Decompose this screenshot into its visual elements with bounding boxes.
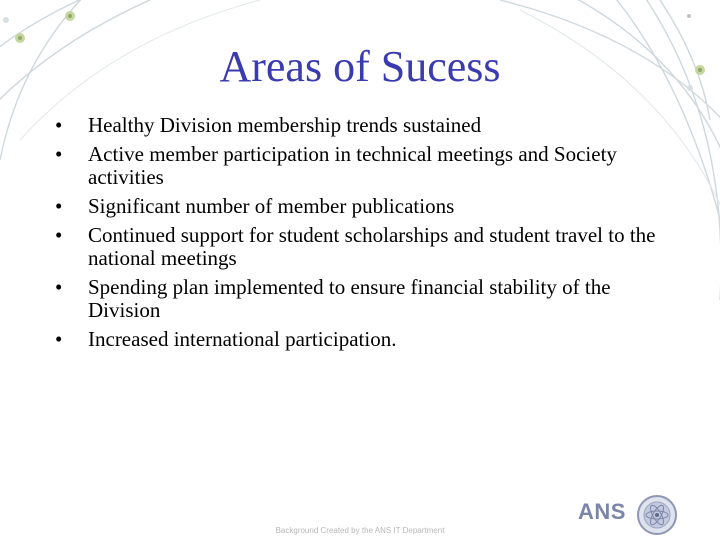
bullet-glyph: • [55, 223, 63, 247]
bullet-item [55, 143, 665, 189]
bullet-text: Significant number of member publications [88, 194, 455, 218]
ans-logo [574, 494, 686, 536]
bullet-text: Active member participation in technical meetings and Society activities [88, 142, 617, 189]
bullet-text: Continued support for student scholarships and student travel to the national meetings [88, 223, 656, 270]
bullet-item [55, 276, 665, 322]
background-credit: Background Created by the ANS IT Department [275, 526, 445, 535]
slide-title: Areas of Sucess [219, 42, 501, 91]
bullet-text: Increased international participation. [88, 327, 397, 351]
bullet-list [55, 114, 665, 357]
bullet-glyph: • [55, 194, 63, 218]
bullet-item [55, 328, 665, 351]
bullet-glyph: • [55, 113, 63, 137]
bullet-glyph: • [55, 327, 63, 351]
logo-text: ANS [578, 499, 626, 524]
bullet-text: Healthy Division membership trends sustained [88, 113, 482, 137]
bullet-item [55, 224, 665, 270]
ans-seal-icon [636, 494, 678, 536]
bullet-text: Spending plan implemented to ensure financial stability of the Division [88, 275, 611, 322]
bullet-glyph: • [55, 275, 63, 299]
bullet-item [55, 114, 665, 137]
bullet-item [55, 195, 665, 218]
bullet-glyph: • [55, 142, 63, 166]
